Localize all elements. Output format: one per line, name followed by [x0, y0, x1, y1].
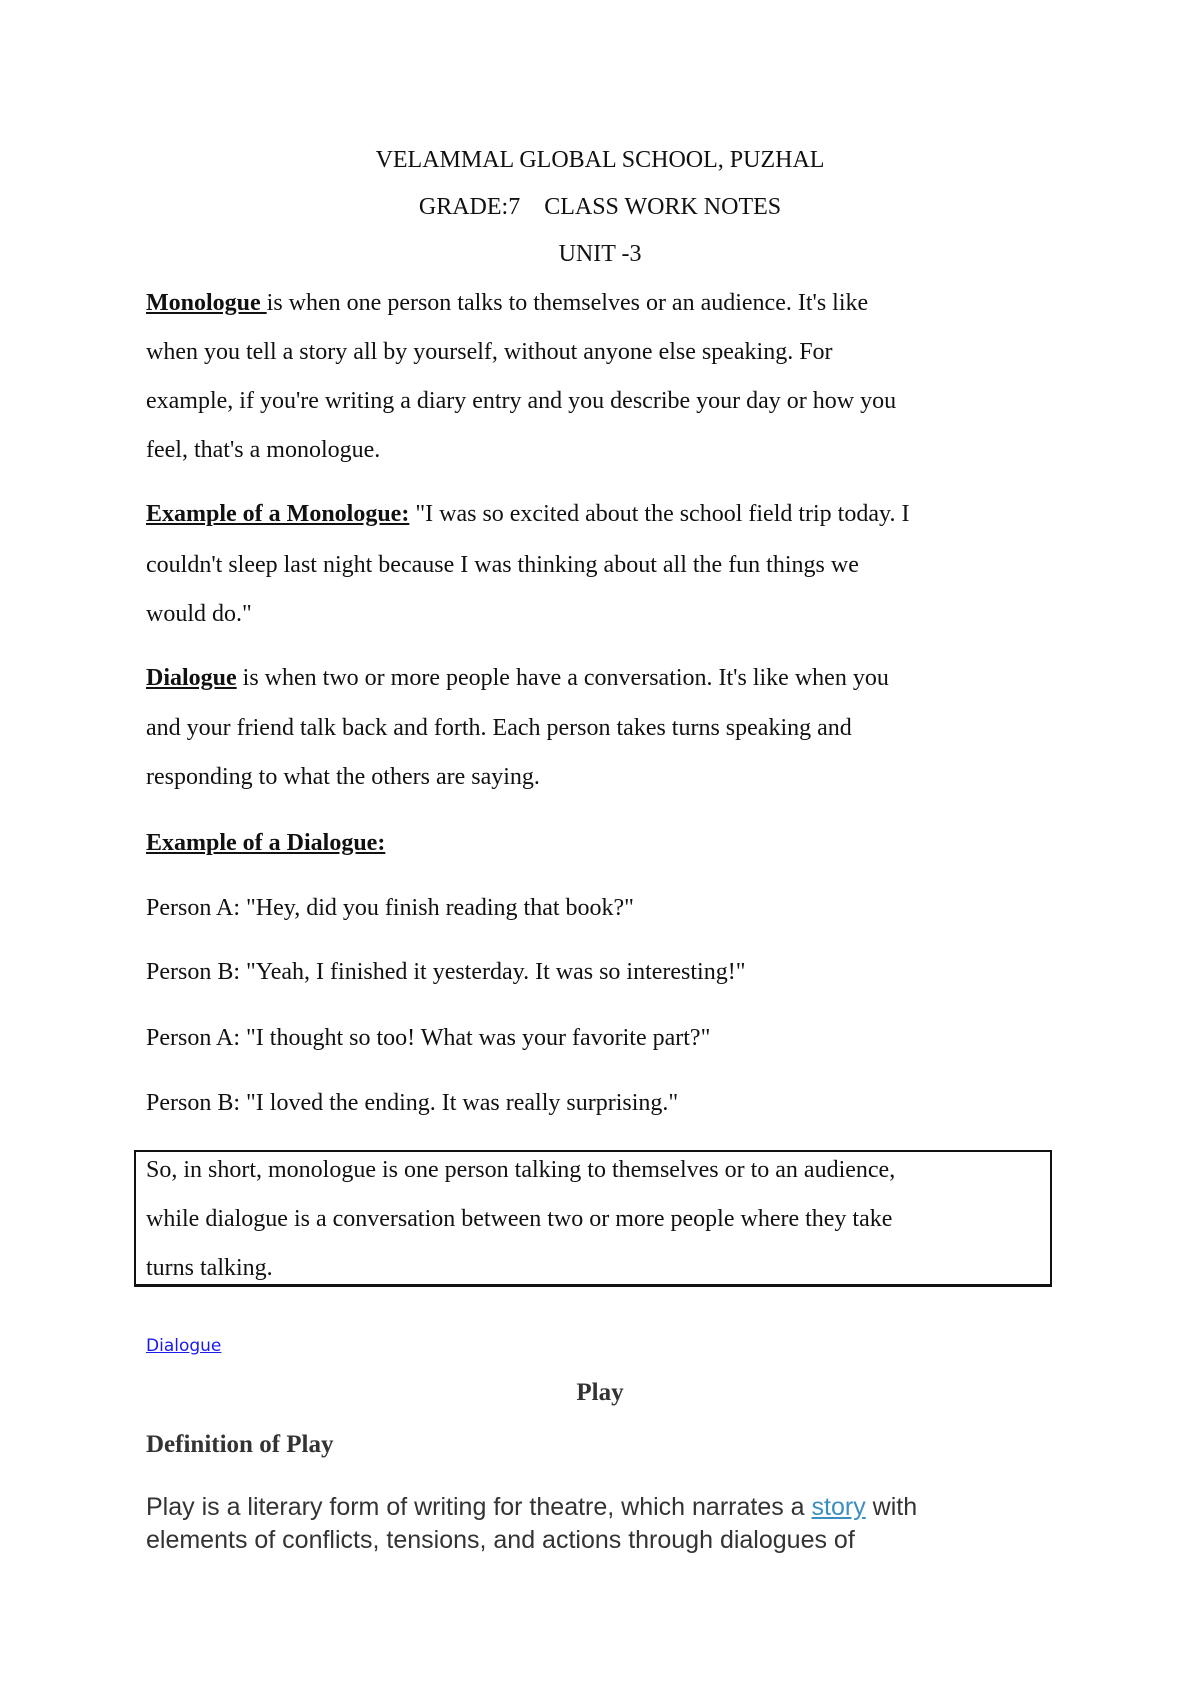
play-paragraph-line — [146, 1492, 917, 1522]
text-line: example, if you're writing a diary entry and you describe your day or how you — [146, 388, 897, 414]
text-line: is when two or more people have a conversation. It's like when you — [236, 665, 889, 691]
story-link[interactable]: story — [811, 1493, 866, 1521]
grade-line: GRADE:7 CLASS WORK NOTES — [418, 194, 782, 220]
unit-line: UNIT -3 — [558, 241, 642, 267]
summary-line: So, in short, monologue is one person talking to themselves or to an audience, — [146, 1157, 896, 1183]
summary-line: turns talking. — [146, 1255, 273, 1281]
text-line: "I was so excited about the school field trip today. I — [409, 501, 910, 527]
dialogue-line: Person B: "I loved the ending. It was really surprising." — [146, 1090, 679, 1116]
dialogue-link[interactable]: Dialogue — [146, 1336, 222, 1356]
text-line: feel, that's a monologue. — [146, 437, 381, 463]
dialogue-example-term: Example of a Dialogue: — [146, 830, 386, 856]
school-name: VELAMMAL GLOBAL SCHOOL, PUZHAL — [375, 147, 825, 173]
text-line: when you tell a story all by yourself, without anyone else speaking. For — [146, 339, 833, 365]
text-line: couldn't sleep last night because I was thinking about all the fun things we — [146, 552, 859, 578]
monologue-example — [146, 499, 909, 529]
dialogue-term: Dialogue — [146, 665, 237, 691]
text-line: is when one person talks to themselves or an audience. It's like — [266, 290, 869, 316]
play-paragraph-line: elements of conflicts, tensions, and actions through dialogues of — [146, 1526, 855, 1554]
dialogue-line: Person A: "I thought so too! What was your favorite part?" — [146, 1025, 711, 1051]
text-line: responding to what the others are saying. — [146, 764, 540, 790]
dialogue-example-heading — [146, 828, 385, 858]
summary-line: while dialogue is a conversation between two or more people where they take — [146, 1206, 893, 1232]
play-heading: Play — [576, 1379, 624, 1406]
monologue-definition — [146, 288, 868, 318]
text-segment: with — [865, 1493, 918, 1521]
text-segment: Play is a literary form of writing for theatre, which narrates a — [146, 1493, 812, 1521]
dialogue-link-line — [146, 1329, 221, 1361]
dialogue-line: Person B: "Yeah, I finished it yesterday. It was so interesting!" — [146, 959, 746, 985]
dialogue-definition — [146, 663, 889, 693]
monologue-example-term: Example of a Monologue: — [146, 501, 410, 527]
text-line: would do." — [146, 601, 252, 627]
text-line: and your friend talk back and forth. Each person takes turns speaking and — [146, 715, 852, 741]
play-definition-heading: Definition of Play — [146, 1431, 334, 1458]
monologue-term: Monologue — [146, 290, 267, 316]
dialogue-line: Person A: "Hey, did you finish reading that book?" — [146, 895, 634, 921]
